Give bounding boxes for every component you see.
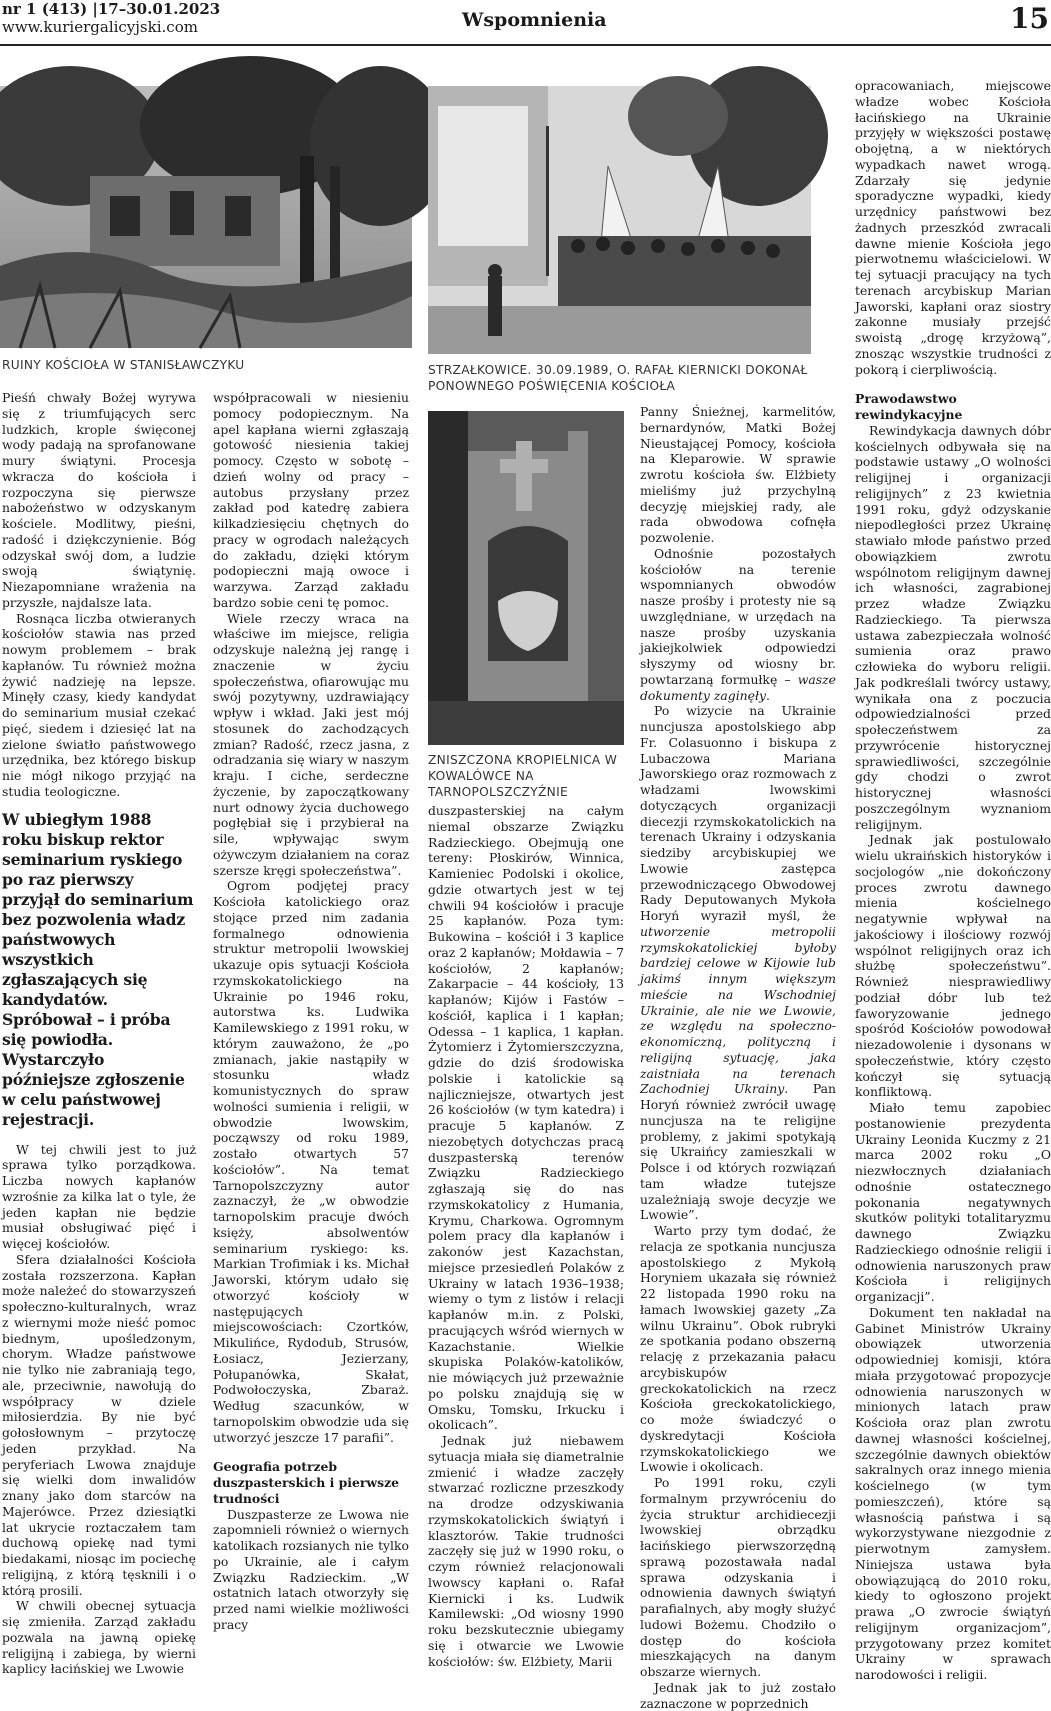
paragraph: Jednak już niebawem sytuacja miała się diametralnie zmienić i władze zaczęły stwarzać rozliczne przeszkody na drodze odzyskiwania rzymskokatolickich świątyń i klasztorów. Takie trudności zaczęły się już w 1990 roku, o czym również relacjonowali lwowscy kapłani o. Rafał Kiernicki i ks. Ludwik Kamilewski: „Od wiosny 1990 roku bezskutecznie ubiegamy się i otwarcie we Lwowie kościołów: św. Elżbiety, Marii bbox=[428, 1433, 624, 1669]
paragraph: Ogrom podjętej pracy Kościoła katolickiego oraz stojące przed nim zadania formalnego odnowienia struktur metropolii lwowskiej ukazuje opis sytuacji Kościoła rzymskokatolickiego na Ukrainie po 1946 roku, autorstwa ks. Ludwika Kamilewskiego z 1991 roku, w którym zauważono, że „po zmianach, jakie nastąpiły w stosunku władz komunistycznych do spraw wolności sumienia i religii, w obwodzie lwowskim, począwszy od roku 1989, zostało otwartych 57 kościołów”. Na temat Tarnopolszczyzny autor zaznaczył, że „w obwodzie tarnopolskim pracuje dwóch księży, absolwentów seminarium ryskiego: ks. Markian Trofimiak i ks. Michał Jaworski, którym udało się otworzyć kościoły w następujących miejscowościach: Czortków, Mikulińce, Rydodub, Strusów, Łosiacz, Jezierzany, Połupanówka, Skałat, Podwołoczyska, Zbaraż. Według szacunków, w tarnopolskim obwodzie uda się utworzyć jeszcze 17 parafii”. bbox=[213, 878, 409, 1445]
paragraph: W chwili obecnej sytuacja się zmieniła. Zarząd zakładu pozwala na jawną opiekę religijną i zabiega, by wierni kaplicy łacińskiej we Lwowie bbox=[2, 1598, 196, 1677]
paragraph: Dokument ten nakładał na Gabinet Ministrów Ukrainy obowiązek utworzenia odpowiedniej komisji, która miała przygotować propozycje odnowienia naruszonych w minionych latach praw Kościoła oraz plan zwrotu dawnej własności kościelnej, szczególnie dawnych obiektów sakralnych oraz innego mienia kościelnego (w tym pomieszczeń), które są własnością państwa i są wykorzystywane niezgodnie z pierwotnym zamysłem. Niniejsza ustawa była obowiązującą do 2010 roku, kiedy to ogłoszono projekt prawa „O zwrocie świątyń religijnym organizacjom”, przygotowany przez komitet Ukrainy w sprawach narodowości i religii. bbox=[855, 1304, 1051, 1682]
caption-holy-water-font: ZNISZCZONA KROPIELNICA W KOWALÓWCE NA TARNOPOLSZCZYŹNIE bbox=[428, 753, 618, 799]
article-column-4 bbox=[640, 404, 836, 1711]
article-column-2 bbox=[213, 390, 409, 1637]
page-header bbox=[0, 0, 1051, 44]
header-rule bbox=[0, 44, 1051, 46]
photo-holy-water-font bbox=[428, 411, 624, 745]
church-ruins-image bbox=[0, 86, 412, 348]
page-number: 15 bbox=[1010, 2, 1049, 35]
paragraph: Duszpasterze ze Lwowa nie zapomnieli również o wiernych katolikach rozsianych nie tylko po Ukrainie, ale i całym Związku Radzieckim. „W ostatnich latach otworzyły się przed nami wielkie możliwości pracy bbox=[213, 1506, 409, 1632]
holy-water-font-image bbox=[428, 411, 624, 745]
paragraph: opracowaniach, miejscowe władze wobec Kościoła łacińskiego na Ukrainie przyjęły w większości postawę obojętną, a w niektórych wypadkach nawet wrogą. Zdarzały się jedynie sporadyczne wypadki, kiedy urzędnicy państwowi bez żadnych przeszkód zwracali dawne mienie Kościoła jego pierwotnemu właścicielowi. W tej sytuacji pracujący na tych terenach arcybiskup Marian Jaworski, kapłani oraz siostry zakonne musiały przejść swoistą „drogę krzyżową”, znosząc wszystkie trudności z pokorą i cierpliwością. bbox=[855, 78, 1051, 377]
paragraph: Miało temu zapobiec postanowienie prezydenta Ukrainy Leonida Kuczmy z 21 marca 2002 roku „O niezwłocznych działaniach odnośnie ostatecznego pokonania negatywnych skutków polityki totalitaryzmu dawnego Związku Radzieckiego odnośnie religii i odnowienia naruszonych praw Kościoła i religijnych organizacji”. bbox=[855, 1100, 1051, 1304]
paragraph: Rewindykacja dawnych dóbr kościelnych odbywała się na podstawie ustawy „O wolności religijnej i organizacji religijnych” z 23 kwietnia 1991 roku, gdyż odzyskanie niepodległości przez Ukrainę stawiało młode państwo przed obowiązkiem zwrotu wspólnotom religijnym dawnej ich własności, zagrabionej przez władze Związku Radzieckiego. Ta pierwsza ustawa zabezpieczała wolność sumienia oraz prawo człowieka do wyboru religii. Jak podkreślali twórcy ustawy, wynikała ona z poczucia odpowiedzialności przed społeczeństwem za przywrócenie historycznej sprawiedliwości, szczególnie gdy chodzi o zwrot historycznej własności poszczególnym wyznaniom religijnym. bbox=[855, 422, 1051, 832]
paragraph: Po wizycie na Ukrainie nuncjusza apostolskiego abp Fr. Colasuonno i biskupa z Lubaczowa Mariana Jaworskiego oraz rozmowach z władzami lwowskimi dotyczących organizacji diecezji rzymskokatolickich na terenach Ukrainy i odzyskania siedziby arcybiskupiej we Lwowie zastępca przewodniczącego Obwodowej Rady Deputowanych Mykoła Horyń wyraził myśl, że utworzenie metropolii rzymskokatolickiej byłoby bardziej celowe w Kijowie lub jakimś innym większym mieście na Wschodniej Ukrainie, ale nie we Lwowie, ze względu na społeczno-ekonomiczną, polityczną i religijną sytuację, jaka zaistniała na terenach Zachodniej Ukrainy. Pan Horyń również zwrócił uwagę nuncjusza na te religijne problemy, z jakimi spotykają się Ukraińcy zamieszkali w Polsce i od których rozwiązań tam władze tutejsze uzależniają swoje decyzje we Lwowie”. bbox=[640, 703, 836, 1223]
paragraph: Jednak jak to już zostało zaznaczone w poprzednich bbox=[640, 1679, 836, 1711]
issue-number: nr 1 (413) |17–30.01.2023 bbox=[2, 0, 221, 18]
caption-procession: STRZAŁKOWICE. 30.09.1989, O. RAFAŁ KIERNICKI DOKONAŁ PONOWNEGO POŚWIĘCENIA KOŚCIOŁA bbox=[428, 363, 808, 393]
pull-quote: W ubiegłym 1988 roku biskup rektor seminarium ryskiego po raz pierwszy przyjął do seminarium bez pozwolenia władz państwowych wszystkich zgłaszających się kandydatów. Spróbował – i próba się powiodła. Wystarczyło późniejsze zgłoszenie w celu państwowej rejestracji. bbox=[2, 809, 194, 1129]
paragraph: Jednak jak postulowało wielu ukraińskich historyków i socjologów „nie dokończony proces zwrotu dawnego mienia kościelnego negatywnie wpływał na jakościowy i ilościowy rozwój wspólnot religijnych oraz ich służbę społeczeństwu”. Również niesprawiedliwy podział dóbr lub też faworyzowanie jednego spośród Kościołów powodował niezadowolenie i dysonans w społeczeństwie, który często kończył się sytuacją konfliktową. bbox=[855, 832, 1051, 1100]
paragraph: współpracowali w niesieniu pomocy podopiecznym. Na apel kapłana wierni zgłaszają gotowość niesienia takiej pomocy. Często w sobotę – dzień wolny od pracy – autobus przysłany przez zakład pod katedrę zabiera kilkadziesięciu chętnych do pracy w ogrodach należących do zakładu, dzięki którym podopieczni mają owoce i warzywa. Zarząd zakładu bardzo sobie ceni tę pomoc. bbox=[213, 390, 409, 610]
article-column-5 bbox=[855, 78, 1051, 1682]
paragraph: Warto przy tym dodać, że relacja ze spotkania nuncjusza apostolskiego z Mykołą Horyniem ukazała się również 22 listopada 1990 roku na łamach lwowskiej gazety „Za wilnu Ukrainu”. Obok rubryki ze spotkania podano obszerną relację z przekazania pałacu arcybiskupów greckokatolickich na rzecz Kościoła greckokatolickiego, co może świadczyć o dyskredytacji Kościoła rzymskokatolickiego we Lwowie i okolicach. bbox=[640, 1223, 836, 1475]
photo-church-ruins bbox=[0, 86, 412, 348]
procession-image bbox=[428, 86, 811, 354]
paragraph: Odnośnie pozostałych kościołów na terenie wspomnianych obwodów nasze prośby i protesty nie są uwzględniane, w urzędach na nasze prośby uzyskania jakiejkolwiek odpowiedzi słyszymy od wiosny br. powtarzaną formułkę – wasze dokumenty zaginęły. bbox=[640, 545, 836, 703]
article-column-3 bbox=[428, 803, 624, 1669]
article-column-1 bbox=[2, 390, 196, 1677]
paragraph: Rosnąca liczba otwieranych kościołów stawia nas przed nowym problemem – brak kapłanów. Tu również można żywić nadzieję na lepsze. Minęły czasy, kiedy kandydat do seminarium musiał czekać pięć, siedem i dziesięć lat na zielone światło państwowego urzędnika, bez którego biskup nie mógł nikogo przyjąć na studia teologiczne. bbox=[2, 610, 196, 799]
subheading: Geografia potrzeb duszpasterskich i pierwsze trudności bbox=[213, 1459, 399, 1506]
paragraph: Panny Śnieżnej, karmelitów, bernardynów, Matki Bożej Nieustającej Pomocy, kościoła na Kleparowie. W sprawie zwrotu kościoła św. Elżbiety mieliśmy już przychylną decyzję miejskiej rady, ale rada obwodowa cofnęła pozwolenie. bbox=[640, 404, 836, 545]
paragraph: duszpasterskiej na całym niemal obszarze Związku Radzieckiego. Obejmują one tereny: Płoskirów, Winnica, Kamieniec Podolski i okolice, gdzie otwartych jest w tej chwili 94 kościołów i pracuje 25 kapłanów. Poza tym: Bukowina – kościół i 3 kaplice oraz 2 kapłanów; Mołdawia – 7 kościołów, 2 kapłanów; Zakarpacie – 44 kościoły, 13 kapłanów; Kijów i Fastów – kościół, kaplica i 1 kapłan; Odessa – 1 kaplica, 1 kapłan. Żytomierz i Żytomierszczyzna, gdzie do dziś środowiska polskie i katolickie są najliczniejsze, otwartych jest 26 kościołów (w tym katedra) i pracuje 5 kapłanów. Z niezobętych dotychczas pracą duszpasterską terenów Związku Radzieckiego zgłaszają się do nas rzymskokatolicy z Humania, Krymu, Charkowa. Ogromnym polem pracy dla kapłanów i zakonów jest Kazachstan, miejsce przesiedleń Polaków z Ukrainy w latach 1936–1938; wiemy o tym z listów i relacji kapłanów m.in. z Polski, pracujących wśród wiernych w Kazachstanie. Wielkie skupiska Polaków-katolików, nie mówiących już przeważnie po polsku znajdują się w Omsku, Tomsku, Irkucku i okolicach”. bbox=[428, 803, 624, 1433]
subheading: Prawodawstwo rewindykacyjne bbox=[855, 391, 963, 422]
paragraph: Po 1991 roku, czyli formalnym przywróceniu do życia struktur archidiecezji lwowskiej obrządku łacińskiego pierwszorzędną sprawą pozostawała nadal sprawa odzyskania i odnowienia dawnych świątyń parafialnych, aby mogły służyć ludowi Bożemu. Chodziło o dostęp do kościoła mieszkających na danym obszarze wiernych. bbox=[640, 1475, 836, 1679]
caption-church-ruins: RUINY KOŚCIOŁA W STANISŁAWCZYKU bbox=[2, 358, 245, 372]
website-link[interactable]: www.kuriergalicyjski.com bbox=[2, 18, 198, 36]
paragraph: Wiele rzeczy wraca na właściwe im miejsce, religia odzyskuje należną jej rangę i znaczenie w życiu społeczeństwa, ofiarowując mu swój pozytywny, uzdrawiający wpływ i wkład. Jaki jest mój stosunek do zachodzących zmian? Radość, rzecz jasna, z odradzania się wiary w naszym kraju. I ciche, serdeczne życzenie, by zapoczątkowany nurt odnowy życia duchowego pogłębiał się i przybierał na sile, wpływając swym ożywczym działaniem na coraz szersze kręgi społeczeństwa”. bbox=[213, 610, 410, 878]
section-title: Wspomnienia bbox=[462, 9, 607, 31]
paragraph: Pieśń chwały Bożej wyrywa się z triumfujących serc ludzkich, krople święconej wody padają na sprofanowane mury świątyni. Procesja wkracza do kościoła i rozpoczyna się pierwsze nabożeństwo w odzyskanym kościele. Modlitwy, pieśni, radość i dziękczynienie. Bóg odzyskał swój dom, a ludzie swoją świątynię. Niezapomniane wrażenia na przyszłe, najdalsze lata. bbox=[2, 390, 196, 610]
photo-procession bbox=[428, 86, 811, 354]
paragraph: Sfera działalności Kościoła została rozszerzona. Kapłan może należeć do stowarzyszeń społeczno-kulturalnych, wraz z wiernymi może nieść pomoc biednym, upośledzonym, chorym. Władze państwowe nie tylko nie zabraniają tego, ale, przeciwnie, nawołują do współpracy w dziele miłosierdzia. By nie być gołosłownym – przytoczę jeden przykład. Na peryferiach Lwowa znajduje się wielki dom inwalidów znany jako dom starców na Majerówce. Przez dziesiątki lat ukrycie roztaczałem tam duchową opiekę nad tymi biedakami, niosąc im pociechę religijną, z którą tęsknili i o którą prosili. bbox=[2, 1251, 196, 1598]
paragraph: W tej chwili jest to już sprawa tylko porządkowa. Liczba nowych kapłanów wzrośnie za kilka lat o tyle, że jeden kapłan nie będzie musiał obsługiwać pięć i więcej kościołów. bbox=[2, 1141, 196, 1251]
